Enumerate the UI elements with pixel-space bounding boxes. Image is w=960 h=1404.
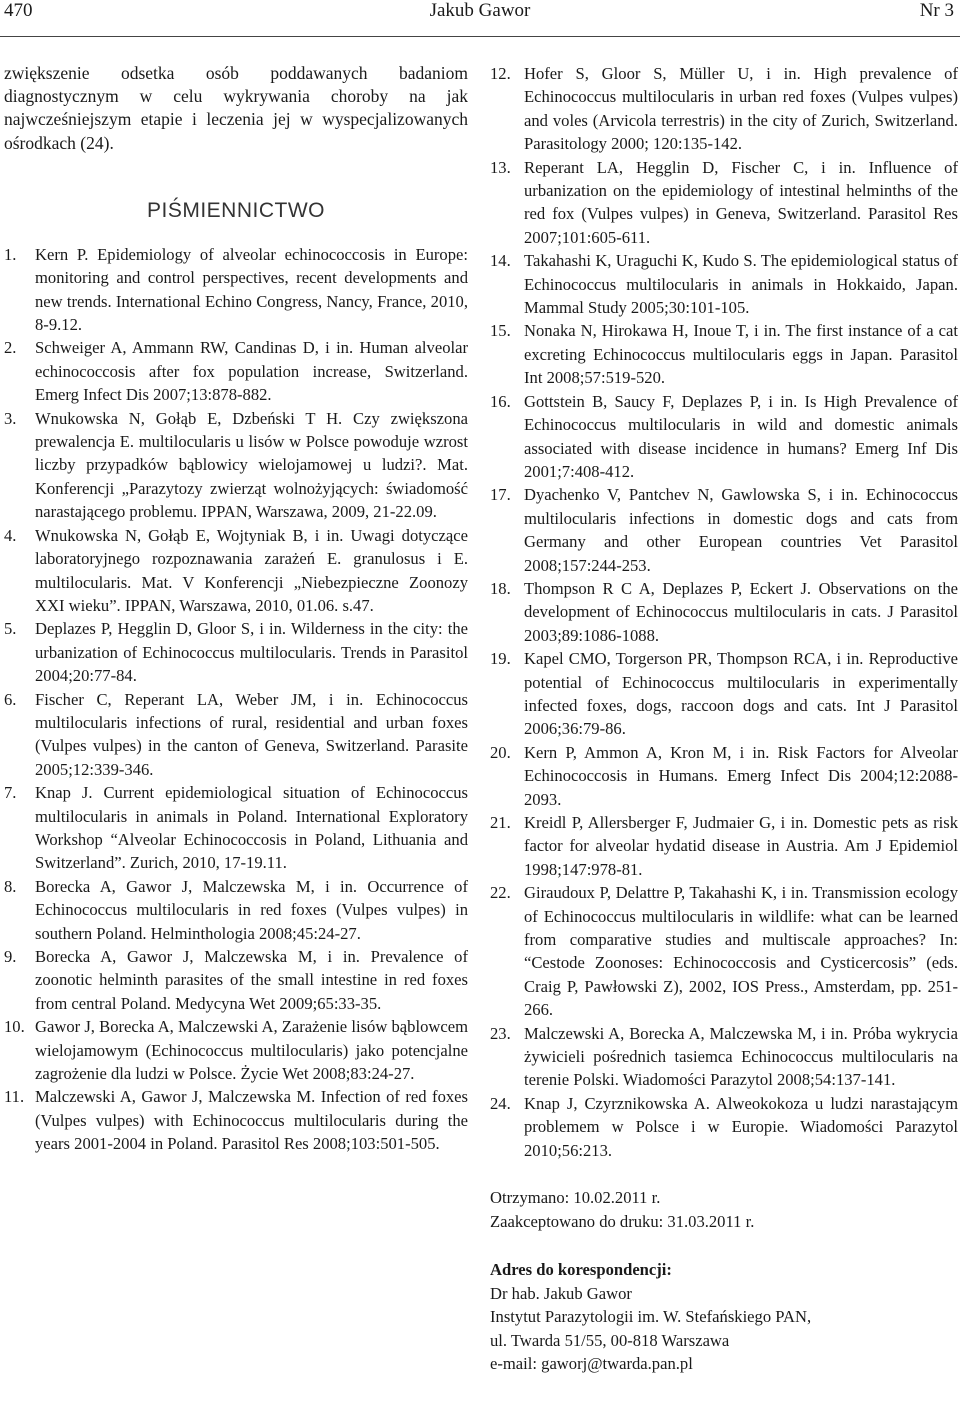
reference-number: 11. [4, 1087, 25, 1107]
header-divider [0, 36, 960, 37]
reference-number: 24. [490, 1093, 511, 1113]
reference-number: 18. [490, 578, 511, 598]
page-number: 470 [4, 0, 33, 21]
reference-text: Takahashi K, Uraguchi K, Kudo S. The epidemiological status of Echinococcus multilocularis in animals in Hokkaido, Japan. Mammal Study 2005;30:101-105. [524, 251, 958, 318]
intro-paragraph: zwiększenie odsetka osób poddawanych badaniom diagnostycznym w celu wykrywania choroby na jak najwcześniejszym etapie i leczenia jej w wyspecjalizowanych ośrodkach (24). [4, 63, 468, 153]
reference-number: 17. [490, 485, 511, 505]
reference-text: Wnukowska N, Gołąb E, Dzbeński T H. Czy zwiększona prewalencja E. multilocularis u lisów w Polsce powoduje wzrost liczby przypadków bąblowicy wielojamowej u ludzi?. Mat. Konferencji „Parazytozy zwierząt wolnożyjących: świadomość narastającego problemu. IPPAN, Warszawa, 2009, 21-22.09. [35, 408, 468, 522]
reference-number: 4. [4, 525, 17, 545]
reference-item [4, 1015, 468, 1085]
reference-list-left [4, 243, 468, 1156]
reference-list-right [490, 62, 958, 1162]
reference-text: Malczewski A, Borecka A, Malczewska M, i in. Próba wykrycia żywicieli pośrednich tasiemca Echinococcus multilocularis na terenie Polski. Wiadomości Parazytol 2008;54:137-141. [524, 1023, 958, 1090]
page-header [0, 0, 960, 38]
received-date: Otrzymano: 10.02.2011 r. [490, 1188, 661, 1208]
contact-street: ul. Twarda 51/55, 00-818 Warszawa [490, 1330, 730, 1350]
accepted-date: Zaakceptowano do druku: 31.03.2011 r. [490, 1212, 755, 1232]
reference-text: Deplazes P, Hegglin D, Gloor S, i in. Wilderness in the city: the urbanization of Echinococcus multilocularis. Trends in Parasitol 2004;20:77-84. [35, 619, 468, 686]
reference-item [4, 617, 468, 687]
reference-item [4, 524, 468, 618]
reference-number: 10. [4, 1017, 25, 1037]
reference-item [490, 647, 958, 741]
correspondence-heading: Adres do korespondencji: [490, 1260, 672, 1280]
contact-name: Dr hab. Jakub Gawor [490, 1283, 632, 1303]
reference-text: Kern P. Epidemiology of alveolar echinococcosis in Europe: monitoring and control perspectives, recent developments and new trends. International Echino Congress, Nancy, France, 2010, 8-9.12. [35, 244, 468, 335]
reference-text: Dyachenko V, Pantchev N, Gawlowska S, i in. Echinococcus multilocularis infections in domestic dogs and cats from Germany and other European countries Vet Parasitol 2008;157:244-253. [524, 485, 958, 575]
reference-item [490, 62, 958, 156]
reference-text: Fischer C, Reperant LA, Weber JM, i in. Echinococcus multilocularis infections of rural, residential and urban foxes (Vulpes vulpes) in the canton of Geneva, Switzerland. Parasite 2005;12:339-346. [35, 689, 468, 779]
reference-item [4, 688, 468, 782]
reference-text: Gawor J, Borecka A, Malczewski A, Zarażenie lisów bąblowcem wielojamowym (Echinococcus multilocularis) jako potencjalne zagrożenie dla ludzi w Polsce. Życie Wet 2008;83:24-27. [35, 1017, 468, 1084]
reference-item [4, 407, 468, 524]
reference-number: 3. [4, 408, 17, 428]
contact-institute: Instytut Parazytologii im. W. Stefańskiego PAN, [490, 1307, 812, 1327]
reference-number: 1. [4, 244, 17, 264]
article-dates [490, 1186, 958, 1234]
reference-item [4, 945, 468, 1015]
reference-item [490, 1022, 958, 1092]
reference-number: 23. [490, 1023, 511, 1043]
reference-item [490, 483, 958, 577]
reference-text: Kreidl P, Allersberger F, Judmaier G, i in. Domestic pets as risk factor for alveolar hydatid disease in Austria. Am J Epidemiol 1998;147:978-81. [524, 813, 958, 879]
running-author: Jakub Gawor [429, 0, 531, 21]
reference-text: Knap J. Current epidemiological situation of Echinococcus multilocularis in animals in Poland. International Exploratory Workshop “Alveolar Echinococcosis in Poland, Lithuania and Switzerland”. Zurich, 2010, 17-19.11. [35, 783, 468, 873]
reference-number: 13. [490, 157, 511, 177]
reference-text: Hofer S, Gloor S, Müller U, i in. High prevalence of Echinococcus multilocularis in urban red foxes (Vulpes vulpes) and voles (Arvicola terrestris) in the city of Zurich, Switzerland. Parasitology 2000; 120:135-142. [524, 64, 958, 154]
reference-text: Knap J, Czyrznikowska A. Alweokokoza u ludzi narastającym problemem w Polsce i w Europie. Wiadomości Parazytol 2010;56:213. [524, 1093, 958, 1160]
reference-item [490, 156, 958, 250]
reference-number: 12. [490, 64, 511, 83]
reference-number: 9. [4, 947, 17, 966]
issue-number: Nr 3 [919, 0, 954, 21]
reference-item [490, 881, 958, 1021]
reference-item [4, 875, 468, 945]
reference-text: Kapel CMO, Torgerson PR, Thompson RCA, i in. Reproductive potential of Echinococcus multilocularis in experimentally infected foxes, dogs, raccoon dogs and cats. Int J Parasitol 2006;36:79-86. [524, 649, 958, 739]
reference-item [4, 336, 468, 406]
reference-item [490, 249, 958, 319]
reference-number: 16. [490, 391, 511, 411]
reference-item [4, 243, 468, 337]
left-column [4, 62, 468, 1156]
contact-email[interactable]: e-mail: gaworj@twarda.pan.pl [490, 1354, 693, 1374]
reference-text: Schweiger A, Ammann RW, Candinas D, i in. Human alveolar echinococcosis after fox population increase, Switzerland. Emerg Infect Dis 2007;13:878-882. [35, 338, 468, 405]
reference-text: Giraudoux P, Delattre P, Takahashi K, i in. Transmission ecology of Echinococcus multilocularis in wildlife: what can be learned from comparative studies and multiscale approaches? In: “Cestode Zoonoses: Echinococcosis and Cysticercosis” (eds. Craig P, Pawłowski Z), 2002, IOS Press., Amsterdam, pp. 251-266. [524, 883, 958, 1020]
reference-number: 8. [4, 876, 17, 896]
reference-item [490, 811, 958, 881]
reference-text: Gottstein B, Saucy F, Deplazes P, i in. Is High Prevalence of Echinococcus multilocularis in wild and domestic animals associated with disease incidence in humans? Emerg Inf Dis 2001;7:408-412. [524, 391, 958, 481]
reference-text: Thompson R C A, Deplazes P, Eckert J. Observations on the development of Echinococcus multilocularis in cats. J Parasitol 2003;89:1086-1088. [524, 578, 958, 645]
reference-number: 22. [490, 883, 511, 903]
reference-text: Kern P, Ammon A, Kron M, i in. Risk Factors for Alveolar Echinococcosis in Humans. Emerg Infect Dis 2004;12:2088-2093. [524, 742, 958, 809]
reference-number: 2. [4, 338, 17, 358]
reference-number: 21. [490, 813, 511, 832]
reference-item [490, 1092, 958, 1162]
reference-item [490, 577, 958, 647]
reference-text: Borecka A, Gawor J, Malczewska M, i in. Occurrence of Echinococcus multilocularis in red foxes (Vulpes vulpes) in southern Poland. Helminthologia 2008;45:24-27. [35, 876, 468, 943]
reference-item [490, 741, 958, 811]
reference-text: Malczewski A, Gawor J, Malczewska M. Infection of red foxes (Vulpes vulpes) with Echinococcus multilocularis during the years 2001-2004 in Poland. Parasitol Res 2008;103:501-505. [35, 1087, 468, 1154]
reference-number: 15. [490, 321, 511, 341]
correspondence-address [490, 1258, 958, 1376]
reference-number: 19. [490, 649, 511, 669]
reference-number: 7. [4, 783, 17, 803]
reference-item [4, 1085, 468, 1155]
reference-number: 6. [4, 689, 17, 709]
reference-number: 14. [490, 251, 511, 271]
reference-text: Wnukowska N, Gołąb E, Wojtyniak B, i in. Uwagi dotyczące laboratoryjnego rozpoznawania zarażeń E. granulosus i E. multilocularis. Mat. V Konferencji „Niebezpieczne Zoonozy XXI wieku”. IPPAN, Warszawa, 2010, 01.06. s.47. [35, 525, 468, 615]
reference-text: Nonaka N, Hirokawa H, Inoue T, i in. The first instance of a cat excreting Echinococcus multilocularis eggs in Japan. Parasitol Int 2008;57:519-520. [524, 321, 958, 388]
right-column [490, 62, 958, 1376]
reference-text: Reperant LA, Hegglin D, Fischer C, i in. Influence of urbanization on the epidemiology of intestinal helminths of the red fox (Vulpes vulpes) in Geneva, Switzerland. Parasitol Res 2007;101:605-611. [524, 157, 958, 247]
reference-item [490, 319, 958, 389]
references-heading: PIŚMIENNICTWO [147, 198, 325, 222]
reference-item [490, 390, 958, 484]
reference-number: 5. [4, 619, 17, 639]
reference-number: 20. [490, 742, 511, 762]
reference-text: Borecka A, Gawor J, Malczewska M, i in. Prevalence of zoonotic helminth parasites of the small intestine in red foxes from central Poland. Medycyna Wet 2009;65:33-35. [35, 947, 468, 1013]
reference-item [4, 781, 468, 875]
